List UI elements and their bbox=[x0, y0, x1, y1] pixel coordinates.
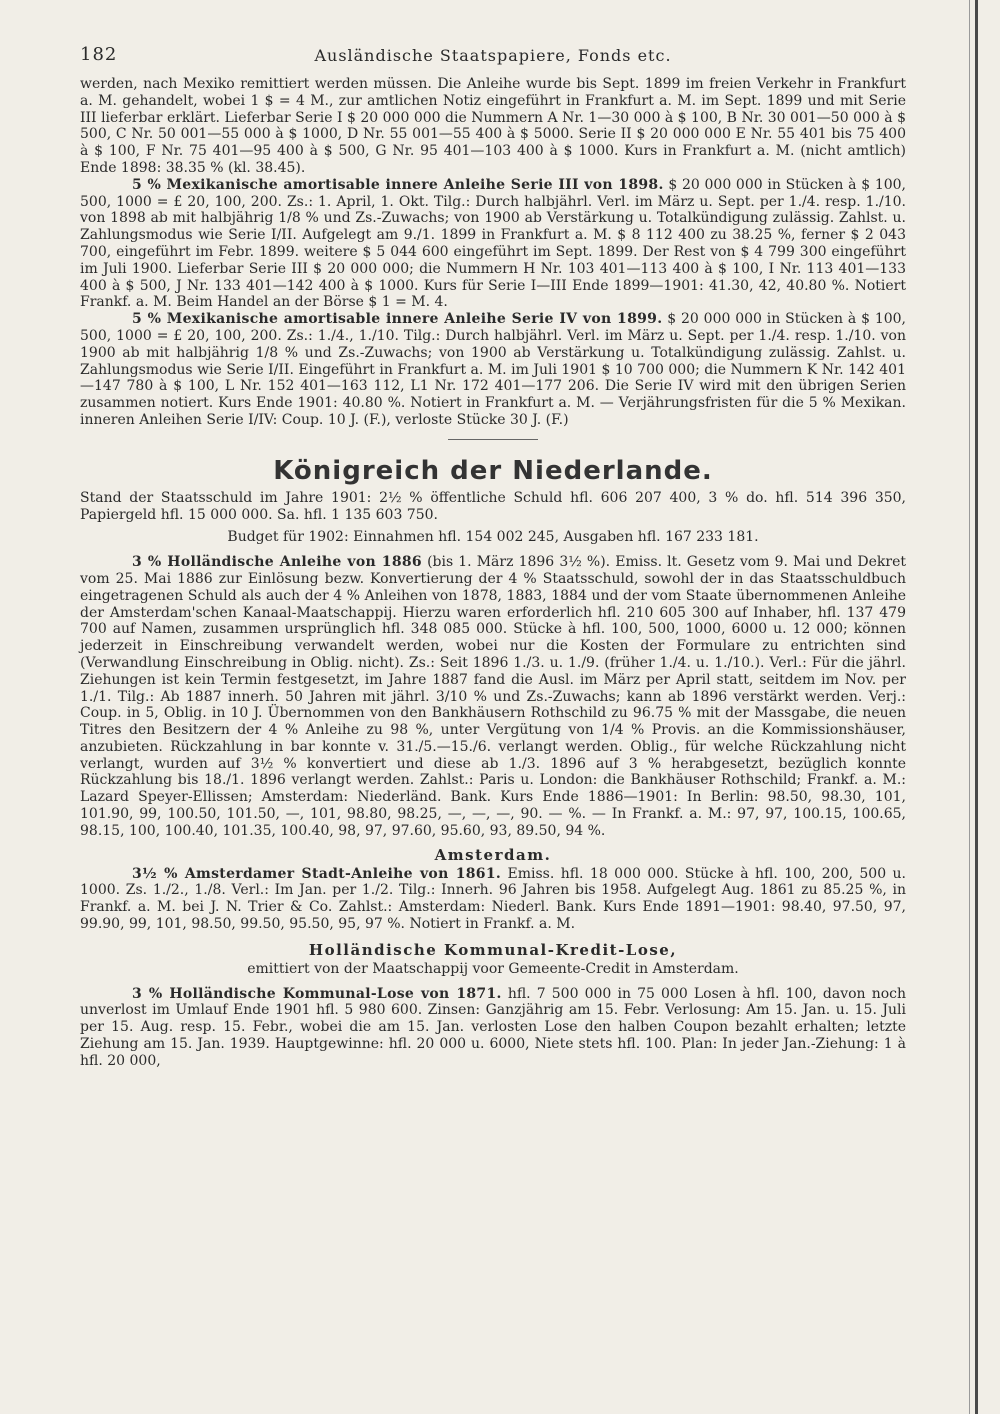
page-edge-shadow bbox=[975, 0, 978, 1414]
kommunal-lose-body: hfl. 7 500 000 in 75 000 Losen à hfl. 100, davon noch unverlost im Umlauf Ende 1901 hfl. 5 980 600. Zinsen: Ganzjährig am 15. Febr. Verlosung: Am 15. Jan. u. 15. Juli per 15. Aug. resp. 15. Febr., wobei die am 15. Jan. verlosten Lose den halben Coupon bezahlt erhalten; letzte Ziehung am 15. Jan. 1939. Hauptgewinne: hfl. 20 000 u. 6000, Niete stets hfl. 100. Plan: In jeder Jan.-Ziehung: 1 à hfl. 20 000, bbox=[80, 985, 906, 1069]
amsterdam-loan-body: Emiss. hfl. 18 000 000. Stücke à hfl. 100, 200, 500 u. 1000. Zs. 1./2., 1./8. Verl.: Im Jan. per 1./2. Tilg.: Innerh. 96 Jahren bis 1958. Aufgelegt Aug. 1861 zu 85.25 %, in Frankf. a. M. bei J. N. Trier & Co. Zahlst.: Amsterdam: Niederl. Bank. Kurs Ende 1891—1901: 98.40, 97.50, 97, 99.90, 99, 101, 98.50, 99.50, 95.50, 95, 97 %. Notiert in Frankf. a. M. bbox=[80, 865, 907, 933]
netherlands-loan-paragraph bbox=[80, 554, 906, 840]
amsterdam-loan-title: 3½ % Amsterdamer Stadt-Anleihe von 1861. bbox=[132, 865, 502, 882]
netherlands-debt-status: Stand der Staatsschuld im Jahre 1901: 2½ % öffentliche Schuld hfl. 606 207 400, 3 % do. hfl. 514 396 350, Papiergeld hfl. 15 000 000. Sa. hfl. 1 135 603 750. bbox=[80, 489, 906, 523]
netherlands-budget: Budget für 1902: Einnahmen hfl. 154 002 245, Ausgaben hfl. 167 233 181. bbox=[227, 529, 759, 546]
amsterdam-loan-paragraph bbox=[80, 866, 906, 933]
mexico-paragraph-1: werden, nach Mexiko remittiert werden müssen. Die Anleihe wurde bis Sept. 1899 im freien Verkehr in Frankfurt a. M. gehandelt, wobei 1 $ = 4 M., zur amtlichen Notiz eingeführt in Frankfurt a. M. im Sept. 1899 und mit Serie III lieferbar erklärt. Lieferbar Serie I $ 20 000 000 die Nummern A Nr. 1—30 000 à $ 100, B Nr. 30 001—50 000 à $ 500, C Nr. 50 001—55 000 à $ 1000, D Nr. 55 001—55 400 à $ 5000. Serie II $ 20 000 000 E Nr. 55 401 bis 75 400 à $ 100, F Nr. 75 401—95 400 à $ 500, G Nr. 95 401—103 400 à $ 1000. Kurs in Frankfurt a. M. (nicht amtlich) Ende 1898: 38.35 % (kl. 38.45). bbox=[80, 76, 906, 176]
mexico-series-3-title: 5 % Mexikanische amortisable innere Anleihe Serie III von 1898. bbox=[132, 176, 664, 193]
amsterdam-heading: Amsterdam. bbox=[434, 845, 552, 864]
mexico-series-4-body: $ 20 000 000 in Stücken à $ 100, 500, 1000 = £ 20, 100, 200. Zs.: 1./4., 1./10. Tilg.: Durch halbjährl. Verl. im März u. Sept. per 1./4. resp. 1./10. von 1900 ab mit halbjährig 1/8 % und Zs.-Zuwachs; von 1900 ab Verstärkung u. Totalkündigung zulässig. Zahlst. u. Zahlungsmodus wie Serie I/II. Eingeführt in Frankfurt a. M. im Juli 1901 $ 10 700 000; die Nummern K Nr. 142 401—147 780 à $ 100, L Nr. 152 401—163 112, L1 Nr. 172 401—177 206. Die Serie IV wird mit den übrigen Serien zusammen notiert. Kurs Ende 1901: 40.80 %. Notiert in Frankfurt a. M. — Verjährungsfristen für die 5 % Mexikan. inneren Anleihen Serie I/IV: Coup. 10 J. (F.), verloste Stücke 30 J. (F.) bbox=[80, 311, 907, 428]
mexico-series-3-body: $ 20 000 000 in Stücken à $ 100, 500, 1000 = £ 20, 100, 200. Zs.: 1. April, 1. Okt. Tilg.: Durch halbjährl. Verl. im März u. Sept. per 1./4. resp. 1./10. von 1898 ab mit halbjährig 1/8 % und Zs.-Zuwachs; von 1900 ab Verstärkung u. Totalkündigung zulässig. Zahlst. u. Zahlungsmodus wie Serie I/II. Aufgelegt am 9./1. 1899 in Frankfurt a. M. $ 8 112 400 zu 38.25 %, ferner $ 2 043 700, eingeführt im Febr. 1899. weitere $ 5 044 600 eingeführt im Sept. 1899. Der Rest von $ 4 799 300 eingeführt im Juli 1900. Lieferbar Serie III $ 20 000 000; die Nummern H Nr. 103 401—113 400 à $ 100, I Nr. 113 401—133 400 à $ 500, J Nr. 133 401—142 400 à $ 1000. Kurs für Serie I—III Ende 1899—1901: 41.30, 42, 40.80 %. Notiert Frankf. a. M. Beim Handel an der Börse $ 1 = M. 4. bbox=[80, 176, 906, 311]
page-content bbox=[80, 40, 906, 1070]
kommunal-heading: Holländische Kommunal-Kredit-Lose, bbox=[308, 940, 678, 959]
mexico-series-4-paragraph bbox=[80, 311, 906, 429]
spacer bbox=[80, 546, 906, 554]
mexico-series-3-paragraph bbox=[80, 177, 906, 311]
page-edge-line bbox=[969, 0, 970, 1414]
mexico-series-4-title: 5 % Mexikanische amortisable innere Anleihe Serie IV von 1899. bbox=[132, 311, 663, 328]
section-separator bbox=[448, 439, 538, 440]
spacer bbox=[80, 978, 906, 986]
kommunal-subheading: emittiert von der Maatschappij voor Gemeente-Credit in Amsterdam. bbox=[247, 960, 739, 977]
kommunal-lose-title: 3 % Holländische Kommunal-Lose von 1871. bbox=[132, 985, 502, 1002]
running-head: Ausländische Staatspapiere, Fonds etc. bbox=[314, 46, 672, 65]
page-number: 182 bbox=[80, 44, 118, 65]
netherlands-loan-title: 3 % Holländische Anleihe von 1886 bbox=[132, 554, 422, 571]
page-header bbox=[80, 40, 906, 76]
section-title-netherlands: Königreich der Niederlande. bbox=[273, 455, 713, 486]
netherlands-loan-body: (bis 1. März 1896 3½ %). Emiss. lt. Gesetz vom 9. Mai und Dekret vom 25. Mai 1886 zur Einlösung bezw. Konvertierung der 4 % Staatsschuld, sowohl der in das Staatsschuldbuch eingetragenen Schuld als auch der 4 % Anleihen von 1878, 1883, 1884 und der vom Staate übernommenen Anleihe der Amsterdam'schen Kanaal-Maatschappij. Hierzu waren erforderlich hfl. 210 605 300 auf Inhaber, hfl. 137 479 700 auf Namen, zusammen ursprünglich hfl. 348 085 000. Stücke à hfl. 100, 500, 1000, 6000 u. 12 000; können jederzeit in Einschreibung verwandelt werden, wobei nur die Kosten der Formulare zu entrichten sind (Verwandlung Einschreibung in Oblig. nicht). Zs.: Seit 1896 1./3. u. 1./9. (früher 1./4. u. 1./10.). Verl.: Für die jährl. Ziehungen ist kein Termin festgesetzt, im Jahre 1887 fand die Ausl. im März per April statt, seitdem im Nov. per 1./1. Tilg.: Ab 1887 innerh. 50 Jahren mit jährl. 3/10 % und Zs.-Zuwachs; kann ab 1896 verstärkt werden. Verj.: Coup. in 5, Oblig. in 10 J. Übernommen von den Bankhäusern Rothschild zu 96.75 % mit der Massgabe, die neuen Titres den Besitzern der 4 % Anleihe zu 98 %, unter Vergütung von 1/4 % Provis. an die Kommissionshäuser, anzubieten. Rückzahlung in bar konnte v. 31./5.—15./6. verlangt werden. Oblig., für welche Rückzahlung nicht verlangt, wurden auf 3½ % konvertiert und diese ab 1./3. 1896 auf 3 % herabgesetzt, bezüglich konnte Rückzahlung bis 18./1. 1896 verlangt werden. Zahlst.: Paris u. London: die Bankhäuser Rothschild; Frankf. a. M.: Lazard Speyer-Ellissen; Amsterdam: Niederländ. Bank. Kurs Ende 1886—1901: In Berlin: 98.50, 98.30, 101, 101.90, 99, 100.50, 101.50, —, 101, 98.80, 98.25, —, —, —, 90. — %. — In Frankf. a. M.: 97, 97, 100.15, 100.65, 98.15, 100, 100.40, 101.35, 100.40, 98, 97, 97.60, 95.60, 93, 89.50, 94 %. bbox=[80, 554, 906, 839]
kommunal-lose-paragraph bbox=[80, 986, 906, 1070]
